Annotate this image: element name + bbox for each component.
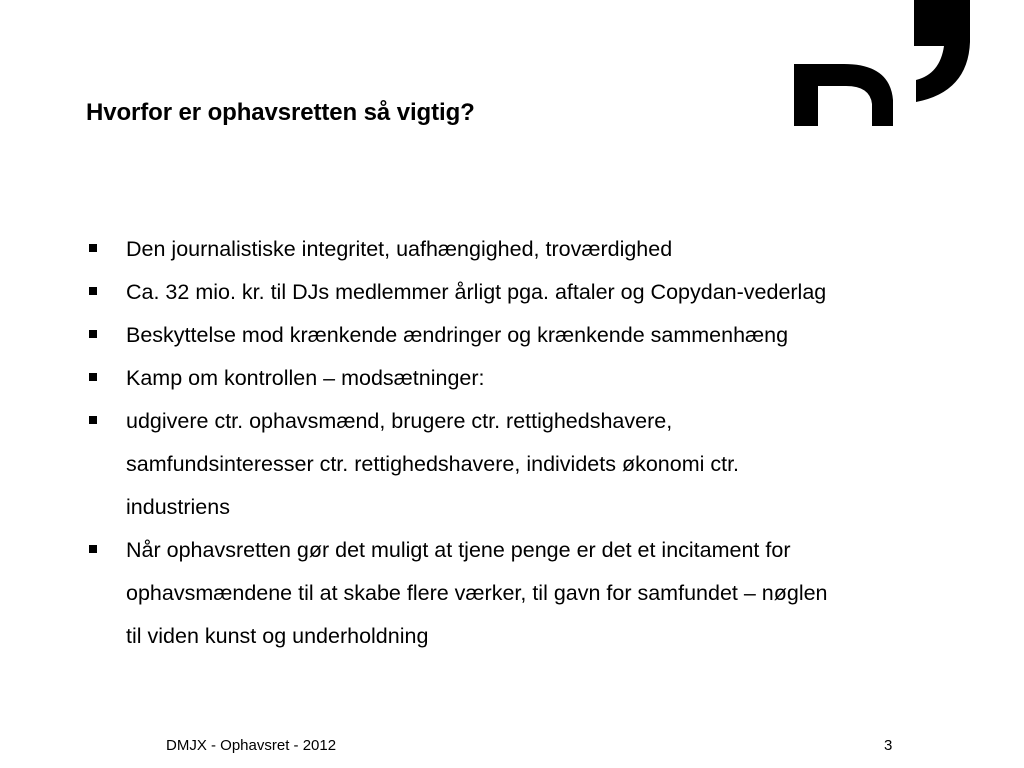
bullet-square-icon [89, 330, 97, 338]
dj-logo-icon [790, 0, 970, 128]
bullet-text-line: udgivere ctr. ophavsmænd, brugere ctr. rettighedshavere, [126, 409, 673, 433]
bullet-square-icon [89, 545, 97, 553]
bullet-square-icon [89, 244, 97, 252]
bullet-item [86, 529, 986, 658]
slide-title: Hvorfor er ophavsretten så vigtig? [86, 99, 475, 126]
bullet-item [86, 357, 986, 400]
logo-d-shape [794, 64, 893, 126]
bullet-text-line: ophavsmændene til at skabe flere værker, til gavn for samfundet – nøglen [126, 581, 828, 605]
bullet-square-icon [89, 287, 97, 295]
bullet-square-icon [89, 416, 97, 424]
bullet-text-line: Beskyttelse mod krænkende ændringer og krænkende sammenhæng [126, 323, 789, 347]
bullet-text-line: til viden kunst og underholdning [126, 624, 429, 648]
bullet-text-line: Den journalistiske integritet, uafhængighed, troværdighed [126, 237, 673, 261]
bullet-text-line: samfundsinteresser ctr. rettighedshavere, individets økonomi ctr. [126, 452, 740, 476]
footer-source: DMJX - Ophavsret - 2012 [166, 737, 337, 754]
bullet-item [86, 400, 986, 529]
bullet-item [86, 228, 986, 271]
bullet-text-line: Kamp om kontrollen – modsætninger: [126, 366, 485, 390]
bullet-text-line: industriens [126, 495, 230, 519]
bullet-text-line: Ca. 32 mio. kr. til DJs medlemmer årligt pga. aftaler og Copydan-vederlag [126, 280, 827, 304]
logo-apostrophe-shape [914, 0, 970, 102]
bullet-text-line: Når ophavsretten gør det muligt at tjene penge er det et incitament for [126, 538, 791, 562]
page-number: 3 [884, 737, 893, 754]
bullet-item [86, 271, 986, 314]
bullet-square-icon [89, 373, 97, 381]
bullet-list [86, 228, 986, 658]
bullet-item [86, 314, 986, 357]
